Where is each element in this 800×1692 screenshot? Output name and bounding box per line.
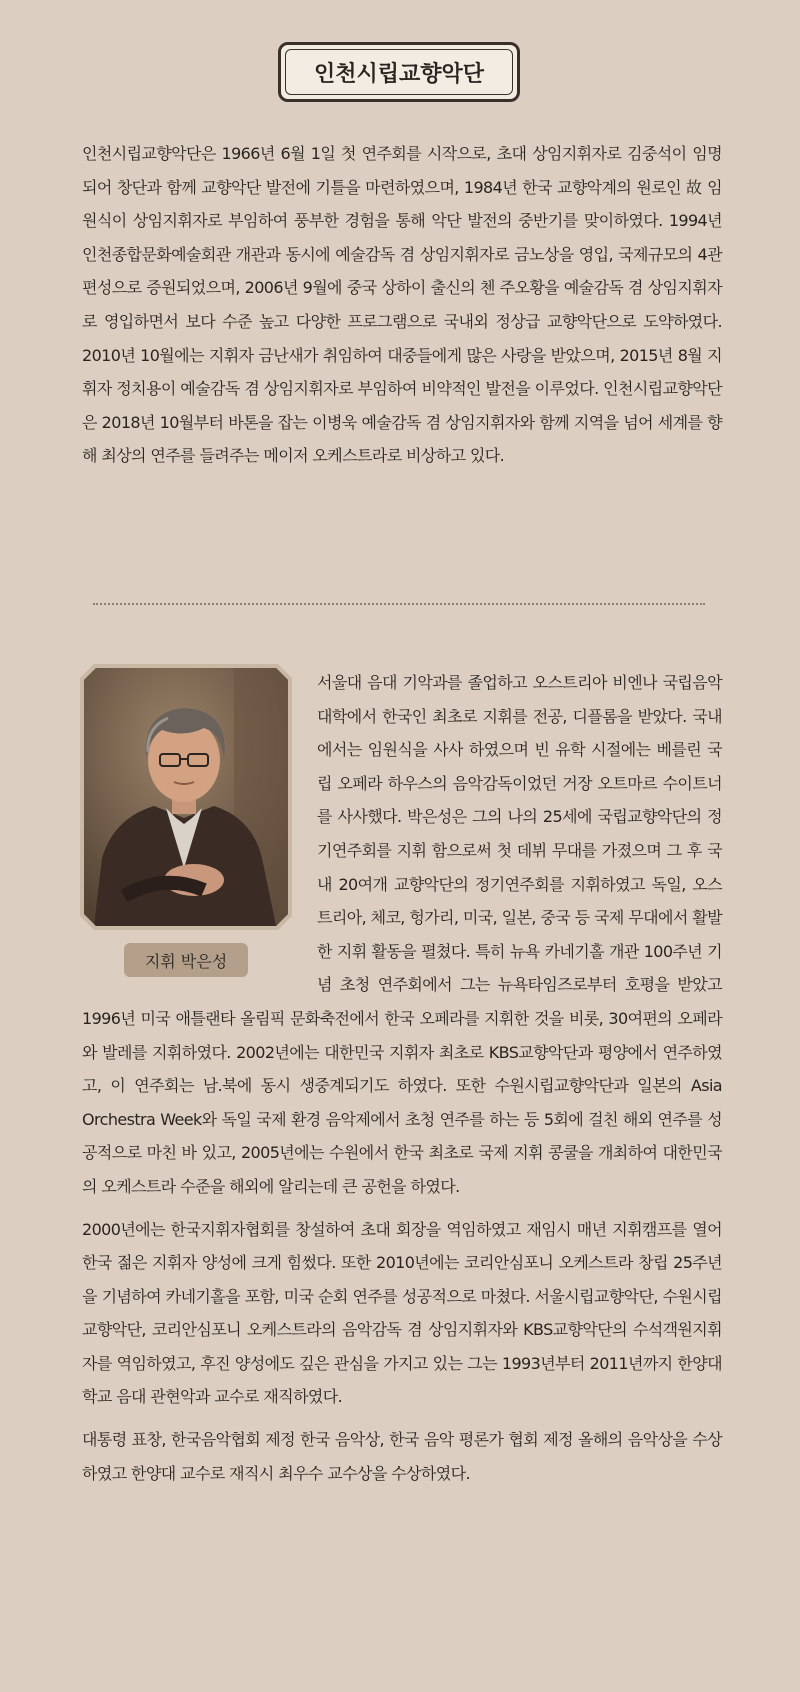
section-divider xyxy=(93,603,705,605)
page-title: 인천시립교향악단 xyxy=(313,61,485,87)
bio-paragraph-2: 2000년에는 한국지휘자협회를 창설하여 초대 회장을 역임하였고 재임시 매년 지휘캠프를 열어 한국 젊은 지휘자 양성에 크게 힘썼다. 또한 2010년에는 코리안심포니 오케스트라 창립 25주년을 기념하여 카네기홀을 포함, 미국 순회 연주를 성공적으로 마쳤다. 서울시립교향악단, 수원시립교향악단, 코리안심포니 오케스트라의 음악감독 겸 상임지휘자와 KBS교향악단의 수석객원지휘자를 역임하였고, 후진 양성에도 깊은 관심을 가지고 있는 그는 1993년부터 2011년까지 한양대학교 음대 관현악과 교수로 재직하였다. xyxy=(82,1219,722,1407)
bio-paragraph-1: 서울대 음대 기악과를 졸업하고 오스트리아 비엔나 국립음악대학에서 한국인 최초로 지휘를 전공, 디플롬을 받았다. 국내에서는 임원식을 사사 하였으며 빈 유학 시절에는 베를린 국립 오페라 하우스의 음악감독이었던 거장 오트마르 수이트너를 사사했다. 박은성은 그의 나의 25세에 국립교향악단의 정기연주회를 지휘 함으로써 첫 데뷔 무대를 가졌으며 그 후 국내 20여개 교향악단의 정기연주회를 지휘하였고 독일, 오스트리아, 체코, 헝가리, 미국, 일본, 중국 등 국제 무대에서 활발한 지휘 활동을 펼쳤다. 특히 뉴욕 카네기홀 개관 100주년 기념 초청 연주회에서 그는 뉴욕타임즈로부터 호평을 받았고 1996년 미국 애틀랜타 올림픽 문화축전에서 한국 오페라를 지휘한 것을 비롯, 30여편의 오페라와 발레를 지휘하였다. 2002년에는 대한민국 지휘자 최초로 KBS교향악단과 평양에서 연주하였고, 이 연주회는 남.북에 동시 생중계되기도 하였다. 또한 수원시립교향악단과 일본의 Asia Orchestra Week와 독일 국제 환경 음악제에서 초청 연주를 하는 등 5회에 걸친 해외 연주를 성공적으로 마친 바 있고, 2005년에는 수원에서 한국 최초로 국제 지휘 콩쿨을 개최하여 대한민국의 오케스트라 수준을 해외에 알리는데 큰 공헌을 하였다. xyxy=(82,673,722,1196)
portrait-spacer xyxy=(82,666,317,984)
bio-paragraph-3: 대통령 표창, 한국음악협회 제정 한국 음악상, 한국 음악 평론가 협회 제정 올해의 음악상을 수상하였고 한양대 교수로 재직시 최우수 교수상을 수상하였다. xyxy=(82,1430,722,1483)
conductor-caption: 지휘 박은성 xyxy=(124,943,248,977)
intro-paragraph: 인천시립교향악단은 1966년 6월 1일 첫 연주회를 시작으로, 초대 상임지휘자로 김중석이 임명되어 창단과 함께 교향악단 발전에 기틀을 마련하였으며, 1984년 한국 교향악계의 원로인 故 임원식이 상임지휘자로 부임하여 풍부한 경험을 통해 악단 발전의 중반기를 맞이하였다. 1994년 인천종합문화예술회관 개관과 동시에 예술감독 겸 상임지휘자로 금노상을 영입, 국제규모의 4관 편성으로 증원되었으며, 2006년 9월에 중국 상하이 출신의 첸 주오황을 예술감독 겸 상임지휘자로 영입하면서 보다 수준 높고 다양한 프로그램으로 국내외 정상급 교향악단으로 도약하였다. 2010년 10월에는 지휘자 금난새가 취임하여 대중들에게 많은 사랑을 받았으며, 2015년 8월 지휘자 정치용이 예술감독 겸 상임지휘자로 부임하여 비약적인 발전을 이루었다. 인천시립교향악단은 2018년 10월부터 바톤을 잡는 이병욱 예술감독 겸 상임지휘자와 함께 지역을 넘어 세계를 향해 최상의 연주를 들려주는 메이저 오케스트라로 비상하고 있다. xyxy=(82,144,722,466)
page-title-badge xyxy=(278,42,520,102)
conductor-bio xyxy=(82,666,722,1499)
